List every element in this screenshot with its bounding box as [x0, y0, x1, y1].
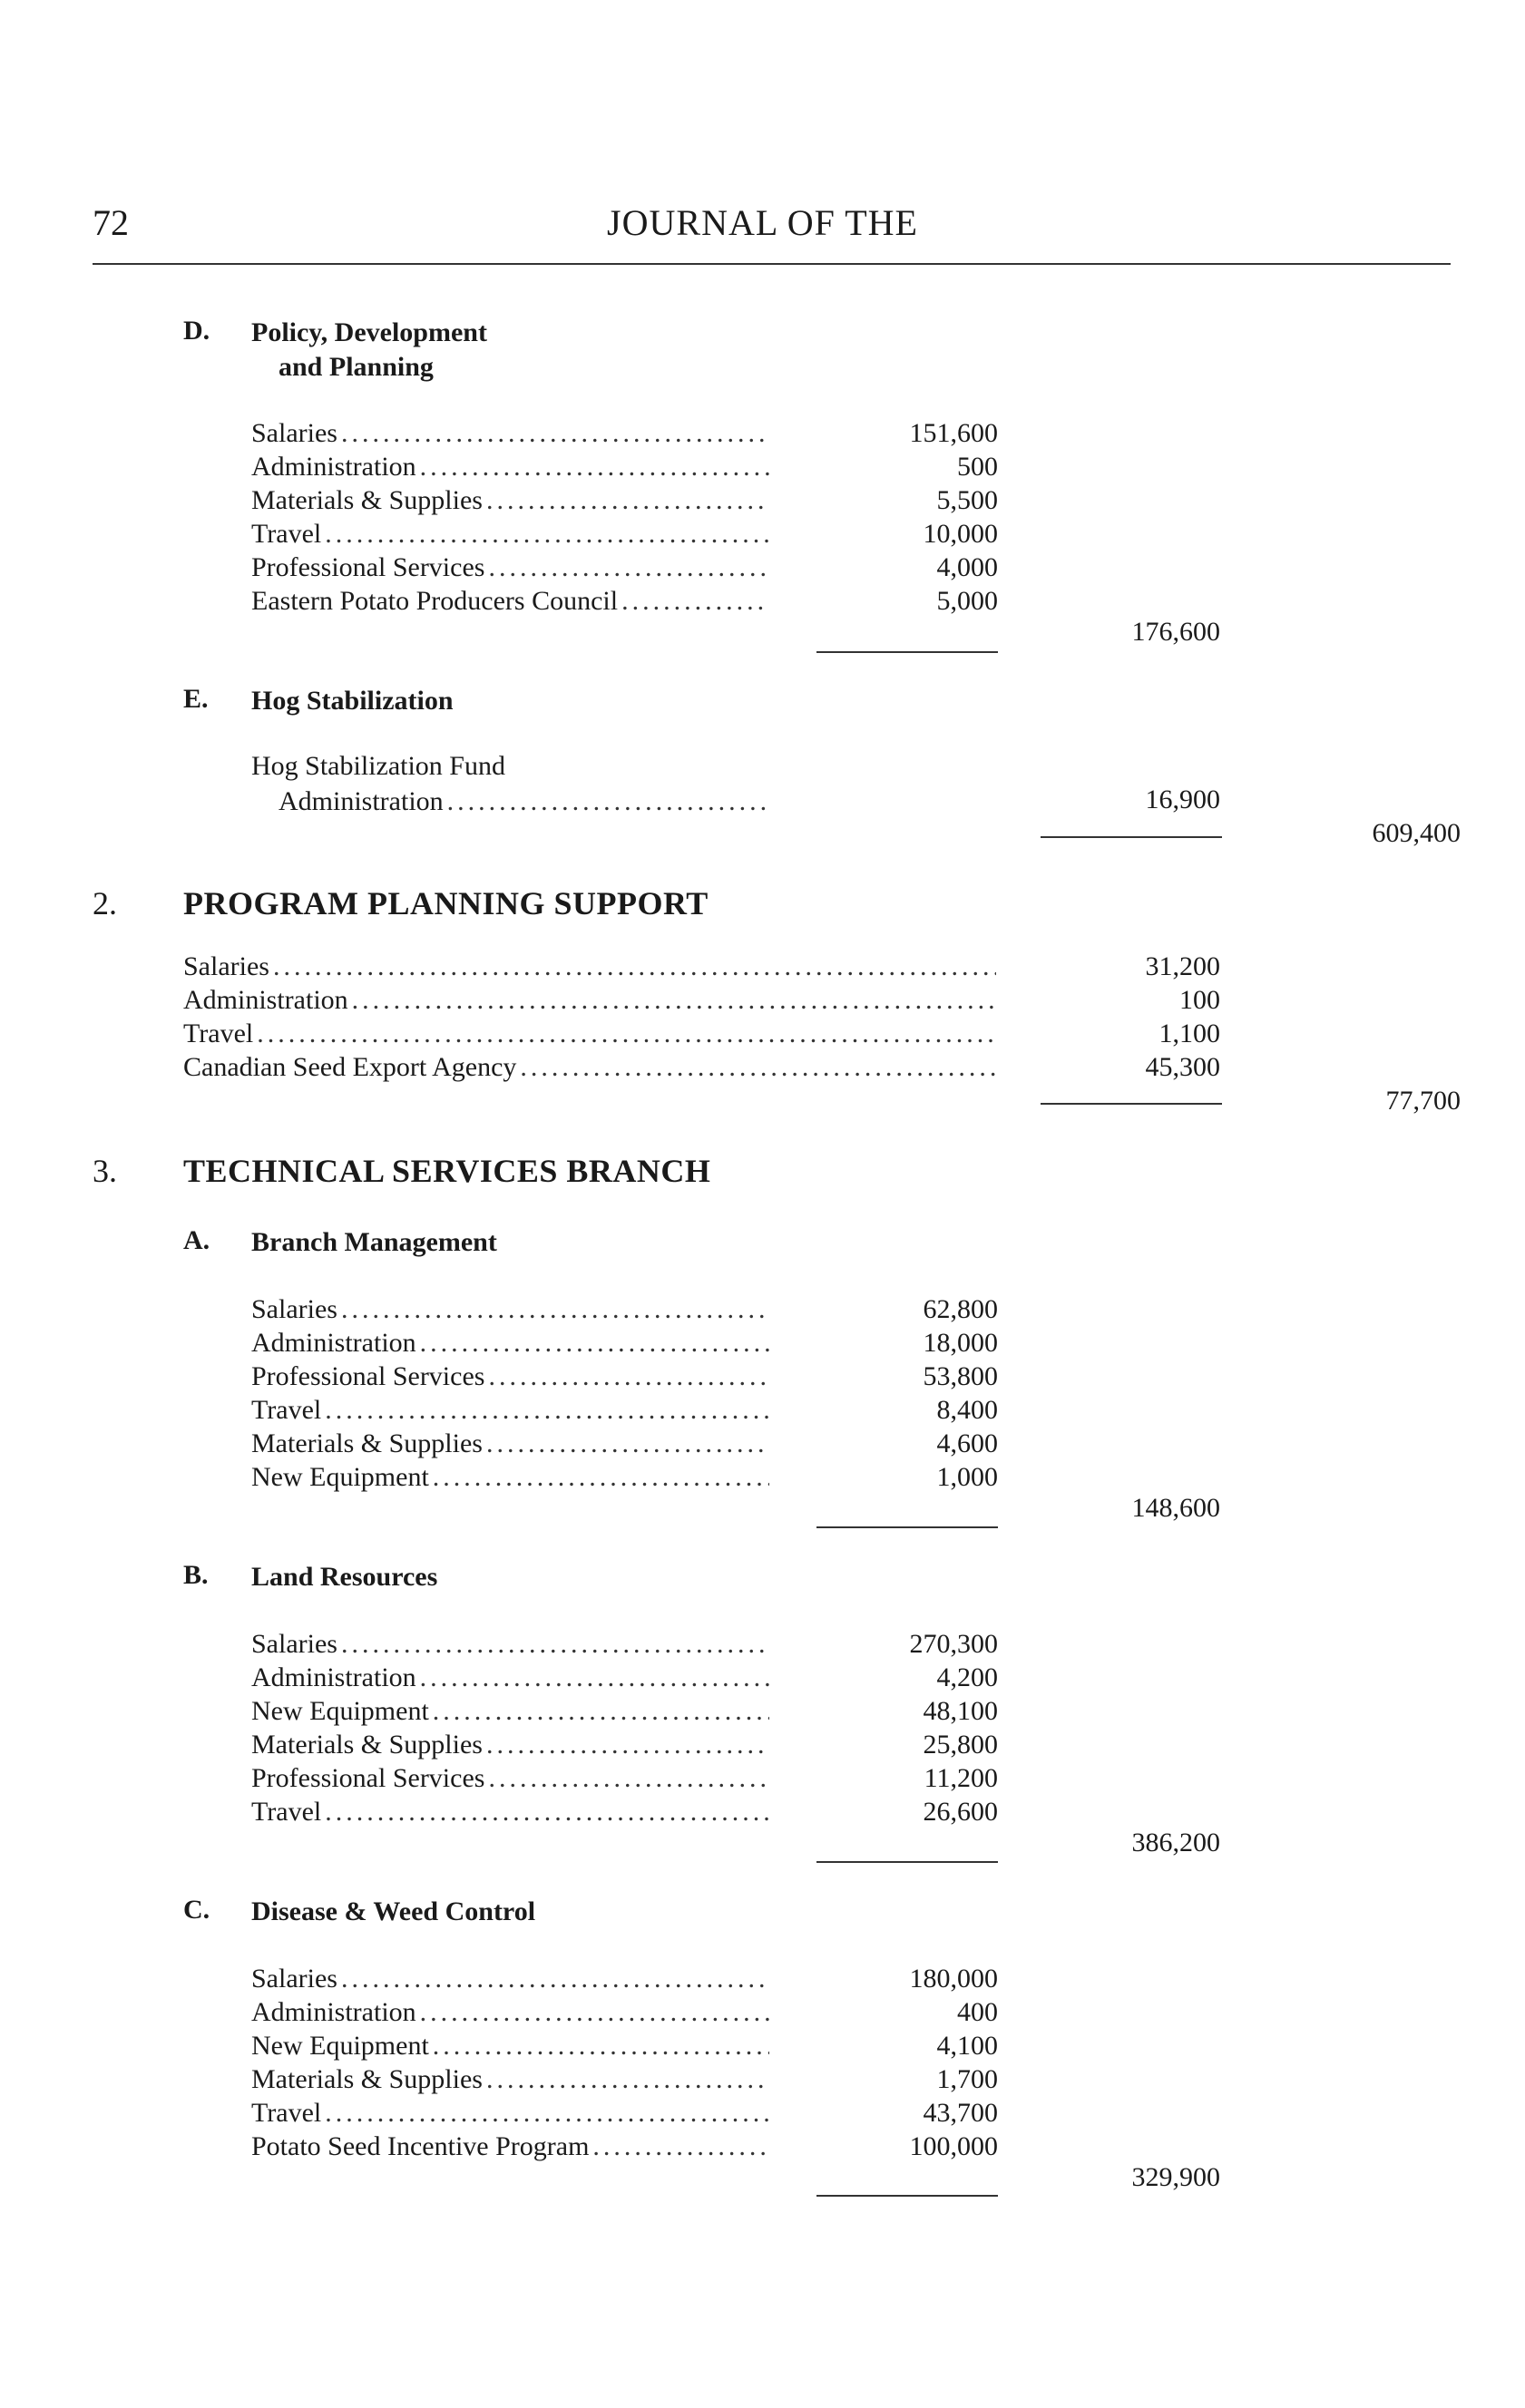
leader-dots	[486, 2062, 769, 2096]
line-item-label: Salaries	[251, 1964, 337, 1994]
leader-dots	[341, 416, 769, 450]
line-item	[251, 1360, 769, 1393]
line-item	[251, 1795, 769, 1828]
subsection-title	[251, 316, 487, 385]
leader-dots	[420, 1995, 769, 2029]
amount: 100	[1179, 985, 1220, 1015]
line-item	[183, 1050, 996, 1084]
subsection-letter: A.	[183, 1225, 210, 1255]
subsection-title-line: Policy, Development	[251, 317, 487, 347]
amount: 48,100	[923, 1696, 998, 1726]
amount: 4,100	[936, 2031, 998, 2061]
line-item-label: Salaries	[251, 418, 337, 448]
subtotal: 176,600	[1131, 617, 1220, 647]
amount-column	[862, 1962, 998, 2163]
amount: 18,000	[923, 1328, 998, 1358]
amount: 1,700	[936, 2064, 998, 2094]
line-item	[251, 1292, 769, 1326]
line-item	[251, 1995, 769, 2029]
line-item	[251, 1694, 769, 1728]
line-item	[251, 2029, 769, 2062]
line-items	[251, 1292, 769, 1494]
sum-rule	[816, 1526, 998, 1528]
line-item-label: Administration	[183, 985, 348, 1015]
leader-dots	[341, 1962, 769, 1995]
amount: 5,000	[936, 586, 998, 616]
leader-dots	[520, 1050, 996, 1084]
leader-dots	[486, 1427, 769, 1460]
amount: 25,800	[923, 1730, 998, 1760]
leader-dots	[341, 1292, 769, 1326]
section-title: PROGRAM PLANNING SUPPORT	[183, 885, 709, 921]
leader-dots	[325, 2096, 769, 2130]
leader-dots	[433, 2029, 769, 2062]
line-item-label: Potato Seed Incentive Program	[251, 2131, 590, 2161]
running-head: JOURNAL OF THE	[607, 202, 918, 243]
line-item-label: Eastern Potato Producers Council	[251, 586, 619, 616]
amount: 4,000	[936, 552, 998, 582]
leader-dots	[420, 1326, 769, 1360]
subtotal: 329,900	[1131, 2162, 1220, 2192]
leader-dots	[420, 450, 769, 483]
line-item-label: New Equipment	[251, 1462, 429, 1492]
line-item	[251, 1728, 769, 1761]
amount: 8,400	[936, 1395, 998, 1425]
subsection-title-line: and Planning	[279, 352, 434, 382]
leader-dots	[341, 1627, 769, 1661]
line-item	[251, 1761, 769, 1795]
amount: 100,000	[909, 2131, 998, 2161]
line-item-label: Administration	[251, 1662, 416, 1692]
leader-dots	[325, 517, 769, 551]
line-item-label: Canadian Seed Export Agency	[183, 1052, 517, 1082]
amount: 26,600	[923, 1797, 998, 1827]
subsection-title: Disease & Weed Control	[251, 1896, 536, 1926]
leader-dots	[488, 1761, 769, 1795]
line-items	[251, 416, 769, 618]
subsection-title: Land Resources	[251, 1562, 438, 1592]
line-item-label: Administration	[251, 452, 416, 482]
line-item-label: Travel	[183, 1019, 254, 1048]
leader-dots	[420, 1661, 769, 1694]
subsection-letter: C.	[183, 1895, 210, 1925]
leader-dots	[433, 1460, 769, 1494]
line-item	[251, 584, 769, 618]
line-item	[183, 983, 996, 1017]
amount: 45,300	[1145, 1052, 1220, 1082]
leader-dots	[486, 483, 769, 517]
line-item	[279, 785, 769, 818]
line-item-label: Salaries	[183, 951, 269, 981]
section-total: 77,700	[1385, 1086, 1461, 1116]
sum-rule	[816, 1861, 998, 1863]
line-item	[251, 517, 769, 551]
line-item-label: Materials & Supplies	[251, 1730, 483, 1760]
line-item	[183, 1017, 996, 1050]
line-item	[251, 2096, 769, 2130]
line-item-label: Hog Stabilization Fund	[251, 751, 505, 781]
line-item-label: New Equipment	[251, 2031, 429, 2061]
page-number: 72	[93, 202, 129, 243]
amount-column	[1070, 950, 1220, 1084]
line-item	[251, 450, 769, 483]
amount: 53,800	[923, 1361, 998, 1391]
amount: 5,500	[936, 485, 998, 515]
line-item-label: Salaries	[251, 1629, 337, 1659]
line-item	[251, 483, 769, 517]
line-item-label: Administration	[251, 1328, 416, 1358]
amount: 151,600	[909, 418, 998, 448]
sum-rule	[1041, 836, 1222, 838]
leader-dots	[433, 1694, 769, 1728]
line-item-label: Professional Services	[251, 1763, 485, 1793]
amount: 500	[957, 452, 998, 482]
sum-rule	[1041, 1103, 1222, 1105]
line-item-label: Materials & Supplies	[251, 485, 483, 515]
leader-dots	[273, 950, 996, 983]
leader-dots	[447, 785, 769, 818]
line-item-label: Travel	[251, 1797, 322, 1827]
section-total: 609,400	[1372, 818, 1461, 848]
line-items	[183, 950, 996, 1084]
amount: 1,000	[936, 1462, 998, 1492]
line-item-label: Administration	[251, 1997, 416, 2027]
amount: 270,300	[909, 1629, 998, 1659]
section-number: 3.	[93, 1153, 117, 1189]
line-item-label: Travel	[251, 1395, 322, 1425]
leader-dots	[592, 2130, 769, 2163]
line-item	[251, 1393, 769, 1427]
line-item-label: Administration	[279, 786, 444, 816]
leader-dots	[325, 1795, 769, 1828]
line-item	[251, 551, 769, 584]
amount: 4,200	[936, 1662, 998, 1692]
leader-dots	[352, 983, 996, 1017]
line-item	[251, 1627, 769, 1661]
line-item-label: Salaries	[251, 1294, 337, 1324]
sum-rule	[816, 651, 998, 653]
sum-rule	[816, 2195, 998, 2197]
subsection-title: Hog Stabilization	[251, 686, 454, 716]
amount: 31,200	[1145, 951, 1220, 981]
subtotal: 16,900	[1145, 785, 1220, 814]
amount: 62,800	[923, 1294, 998, 1324]
subsection-letter: D.	[183, 316, 210, 346]
line-item	[251, 1427, 769, 1460]
line-item	[251, 1460, 769, 1494]
amount: 400	[957, 1997, 998, 2027]
section-title: TECHNICAL SERVICES BRANCH	[183, 1153, 711, 1189]
subtotal: 386,200	[1131, 1828, 1220, 1857]
subsection-letter: B.	[183, 1560, 209, 1590]
line-item	[251, 2130, 769, 2163]
subsection-letter: E.	[183, 684, 209, 714]
line-item-label: New Equipment	[251, 1696, 429, 1726]
line-items	[251, 1627, 769, 1828]
amount: 10,000	[923, 519, 998, 549]
line-item	[251, 416, 769, 450]
section-number: 2.	[93, 885, 117, 921]
line-items	[251, 1962, 769, 2163]
subtotal: 148,600	[1131, 1493, 1220, 1523]
line-item-label: Professional Services	[251, 1361, 485, 1391]
line-item-label: Materials & Supplies	[251, 1428, 483, 1458]
line-item-label: Professional Services	[251, 552, 485, 582]
line-item	[251, 1661, 769, 1694]
line-item-label: Travel	[251, 2098, 322, 2128]
amount-column	[862, 1292, 998, 1494]
leader-dots	[325, 1393, 769, 1427]
amount: 1,100	[1158, 1019, 1220, 1048]
line-item	[251, 2062, 769, 2096]
line-item	[251, 1326, 769, 1360]
leader-dots	[257, 1017, 996, 1050]
line-item	[251, 1962, 769, 1995]
leader-dots	[486, 1728, 769, 1761]
subsection-title: Branch Management	[251, 1227, 497, 1257]
amount-column	[862, 416, 998, 618]
amount: 11,200	[924, 1763, 998, 1793]
leader-dots	[621, 584, 769, 618]
header-rule	[93, 263, 1451, 265]
amount: 4,600	[936, 1428, 998, 1458]
line-items	[279, 785, 769, 818]
line-item	[183, 950, 996, 983]
leader-dots	[488, 551, 769, 584]
amount: 43,700	[923, 2098, 998, 2128]
amount-column	[862, 1627, 998, 1828]
leader-dots	[488, 1360, 769, 1393]
amount: 180,000	[909, 1964, 998, 1994]
line-item-label: Travel	[251, 519, 322, 549]
line-item-label: Materials & Supplies	[251, 2064, 483, 2094]
